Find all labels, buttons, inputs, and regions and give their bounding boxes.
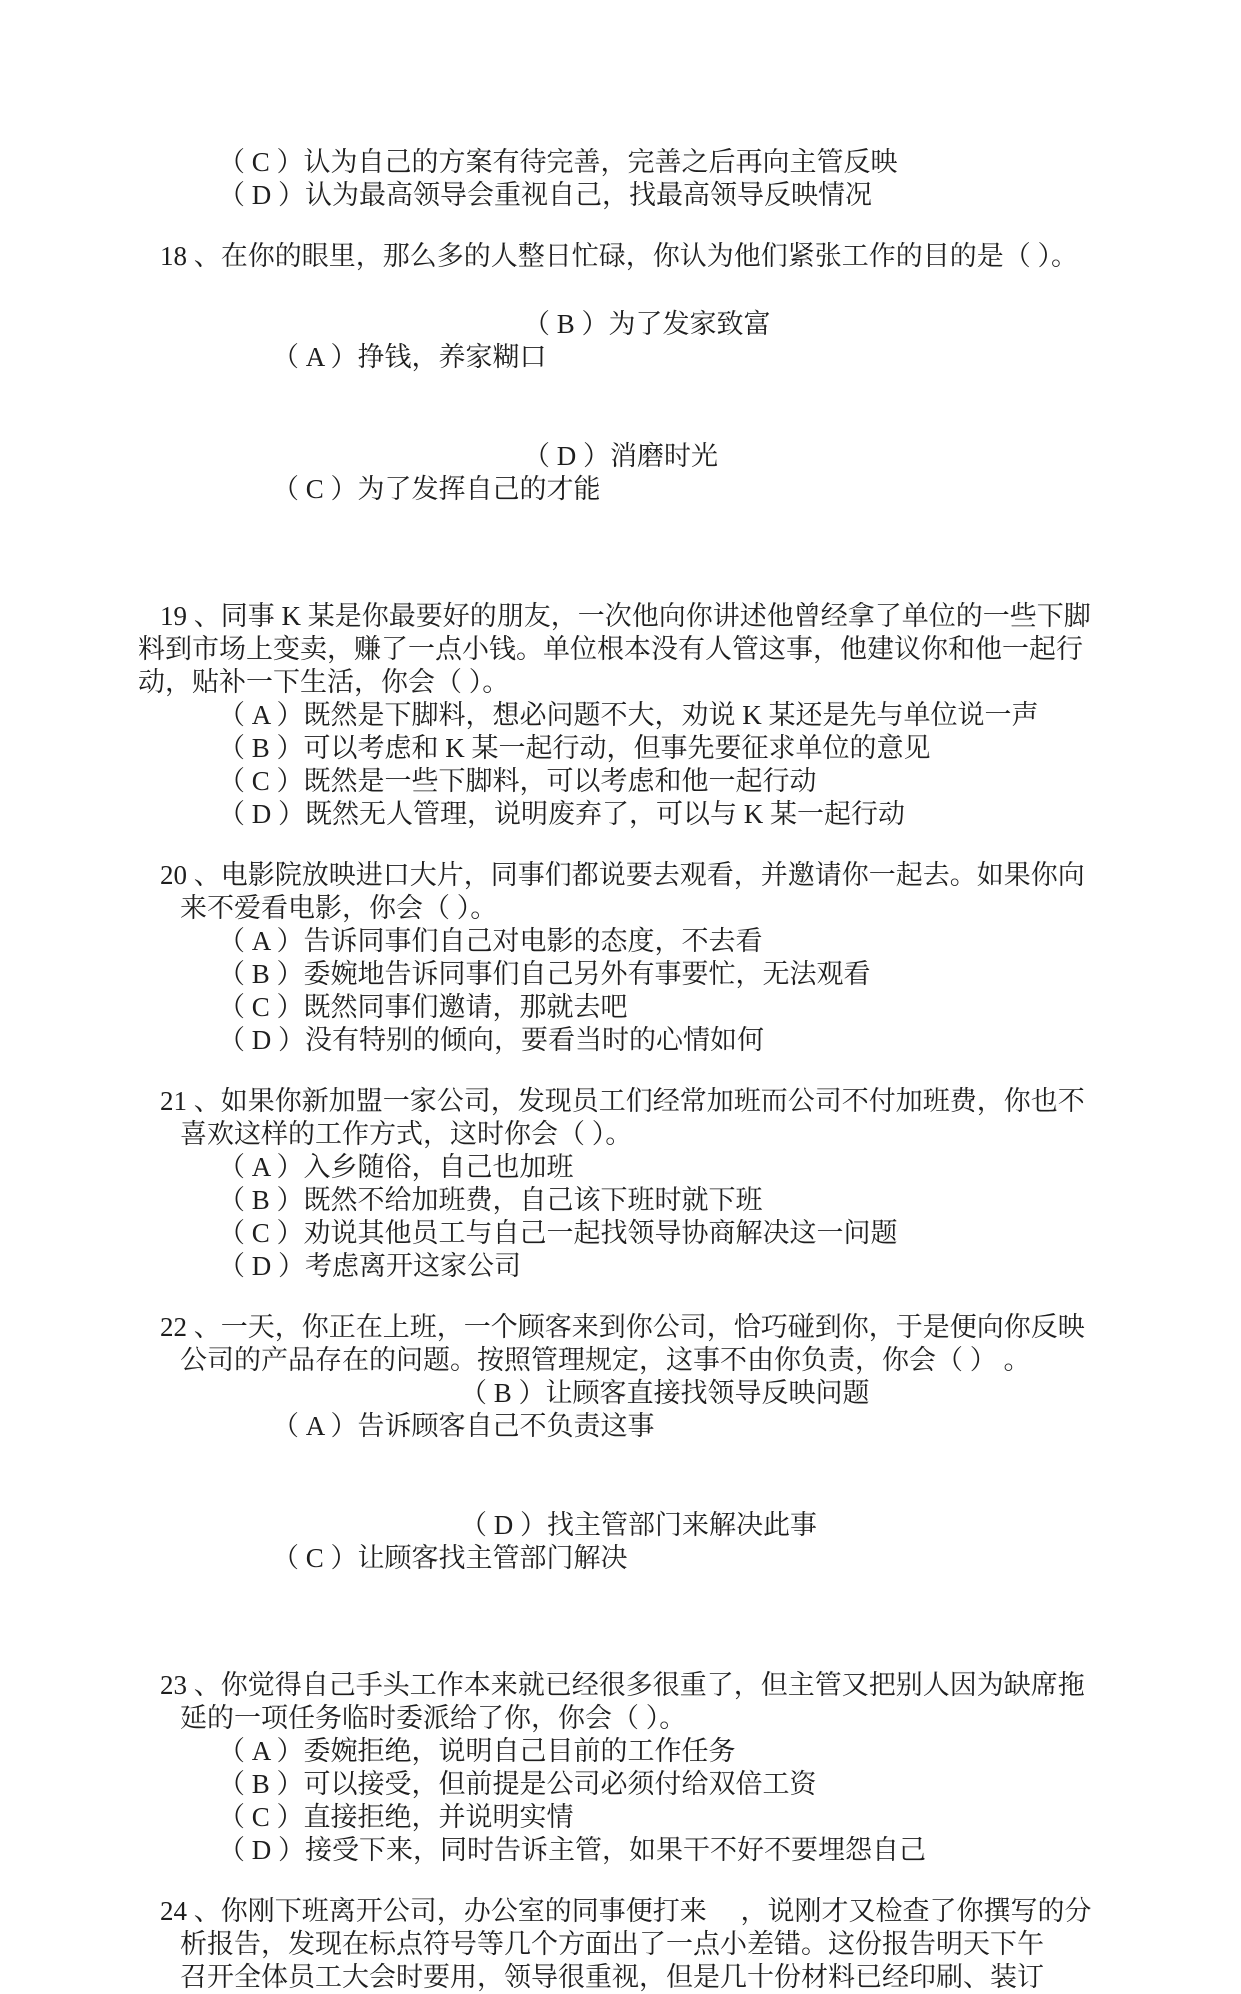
question-19-options [0,699,1241,831]
question-block-21 [0,1085,1241,1283]
option-a: （ A ）告诉顾客自己不负责这事 [272,1411,655,1441]
option-d: （ D ）消磨时光 [523,441,718,471]
question-stem: 24 、你刚下班离开公司，办公室的同事便打来 ，说刚才又检查了你撰写的分 [160,1896,1092,1926]
option-row [0,440,1241,572]
option-line: （ C ）认为自己的方案有待完善，完善之后再向主管反映 [218,147,898,177]
question-stem-cont: 动，贴补一下生活，你会（ ）。 [138,667,510,697]
question-22-options [0,1377,1241,1641]
option-c: （ C ）为了发挥自己的才能 [272,474,601,504]
question-23-options [0,1735,1241,1867]
option-row [0,308,1241,440]
option-a: （ A ）挣钱，养家糊口 [272,342,547,372]
question-stem: 18 、在你的眼里，那么多的人整日忙碌，你认为他们紧张工作的目的是（ ）。 [160,241,1078,271]
option-row [0,1377,1241,1509]
option-c: （ C ）既然是一些下脚料，可以考虑和他一起行动 [218,766,817,796]
question-block-24 [0,1895,1241,1994]
question-stem: 23 、你觉得自己手头工作本来就已经很多很重了，但主管又把别人因为缺席拖 [160,1670,1085,1700]
question-block-19 [0,600,1241,831]
question-17-options [0,146,1241,212]
question-stem-cont: 来不爱看电影，你会（ ）。 [180,893,498,923]
option-b: （ B ）既然不给加班费，自己该下班时就下班 [218,1185,763,1215]
option-c: （ C ）劝说其他员工与自己一起找领导协商解决这一问题 [218,1218,898,1248]
option-a: （ A ）告诉同事们自己对电影的态度，不去看 [218,926,763,956]
question-stem: 21 、如果你新加盟一家公司，发现员工们经常加班而公司不付加班费，你也不 [160,1086,1085,1116]
question-block-23 [0,1669,1241,1867]
option-d: （ D ）找主管部门来解决此事 [460,1510,817,1540]
question-20-options [0,925,1241,1057]
question-block-20 [0,859,1241,1057]
option-b: （ B ）委婉地告诉同事们自己另外有事要忙，无法观看 [218,959,871,989]
question-stem: 19 、同事 K 某是你最要好的朋友，一次他向你讲述他曾经拿了单位的一些下脚 [160,601,1091,631]
option-c: （ C ）让顾客找主管部门解决 [272,1543,628,1573]
question-21-options [0,1151,1241,1283]
question-stem-cont: 析报告，发现在标点符号等几个方面出了一点小差错。这份报告明天下午 [180,1929,1044,1959]
option-b: （ B ）可以接受，但前提是公司必须付给双倍工资 [218,1769,817,1799]
option-b: （ B ）让顾客直接找领导反映问题 [460,1378,870,1408]
option-a: （ A ）入乡随俗，自己也加班 [218,1152,574,1182]
question-stem-cont: 延的一项任务临时委派给了你，你会（ ）。 [180,1703,687,1733]
question-stem-cont: 召开全体员工大会时要用，领导很重视，但是几十份材料已经印刷、装订 [180,1962,1044,1992]
option-d: （ D ）考虑离开这家公司 [218,1251,521,1281]
option-line: （ D ）认为最高领导会重视自己，找最高领导反映情况 [218,180,872,210]
question-stem: 20 、电影院放映进口大片，同事们都说要去观看，并邀请你一起去。如果你向 [160,860,1085,890]
option-d: （ D ）接受下来，同时告诉主管，如果干不好不要埋怨自己 [218,1835,926,1865]
question-block-22 [0,1311,1241,1641]
question-stem-cont: 料到市场上变卖，赚了一点小钱。单位根本没有人管这事，他建议你和他一起行 [138,634,1083,664]
question-block-18 [0,240,1241,572]
option-d: （ D ）既然无人管理，说明废弃了，可以与 K 某一起行动 [218,799,905,829]
question-stem-cont: 喜欢这样的工作方式，这时你会（ ）。 [180,1119,633,1149]
option-b: （ B ）为了发家致富 [523,309,771,339]
option-b: （ B ）可以考虑和 K 某一起行动，但事先要征求单位的意见 [218,733,931,763]
option-c: （ C ）直接拒绝，并说明实情 [218,1802,574,1832]
question-stem-cont: 公司的产品存在的问题。按照管理规定，这事不由你负责，你会（ ） 。 [180,1345,1031,1375]
option-row [0,1509,1241,1641]
option-a: （ A ）委婉拒绝，说明自己目前的工作任务 [218,1736,736,1766]
option-d: （ D ）没有特别的倾向，要看当时的心情如何 [218,1025,764,1055]
option-c: （ C ）既然同事们邀请，那就去吧 [218,992,628,1022]
question-stem: 22 、一天，你正在上班，一个顾客来到你公司，恰巧碰到你，于是便向你反映 [160,1312,1085,1342]
option-a: （ A ）既然是下脚料，想必问题不大，劝说 K 某还是先与单位说一声 [218,700,1039,730]
question-18-options [0,308,1241,572]
